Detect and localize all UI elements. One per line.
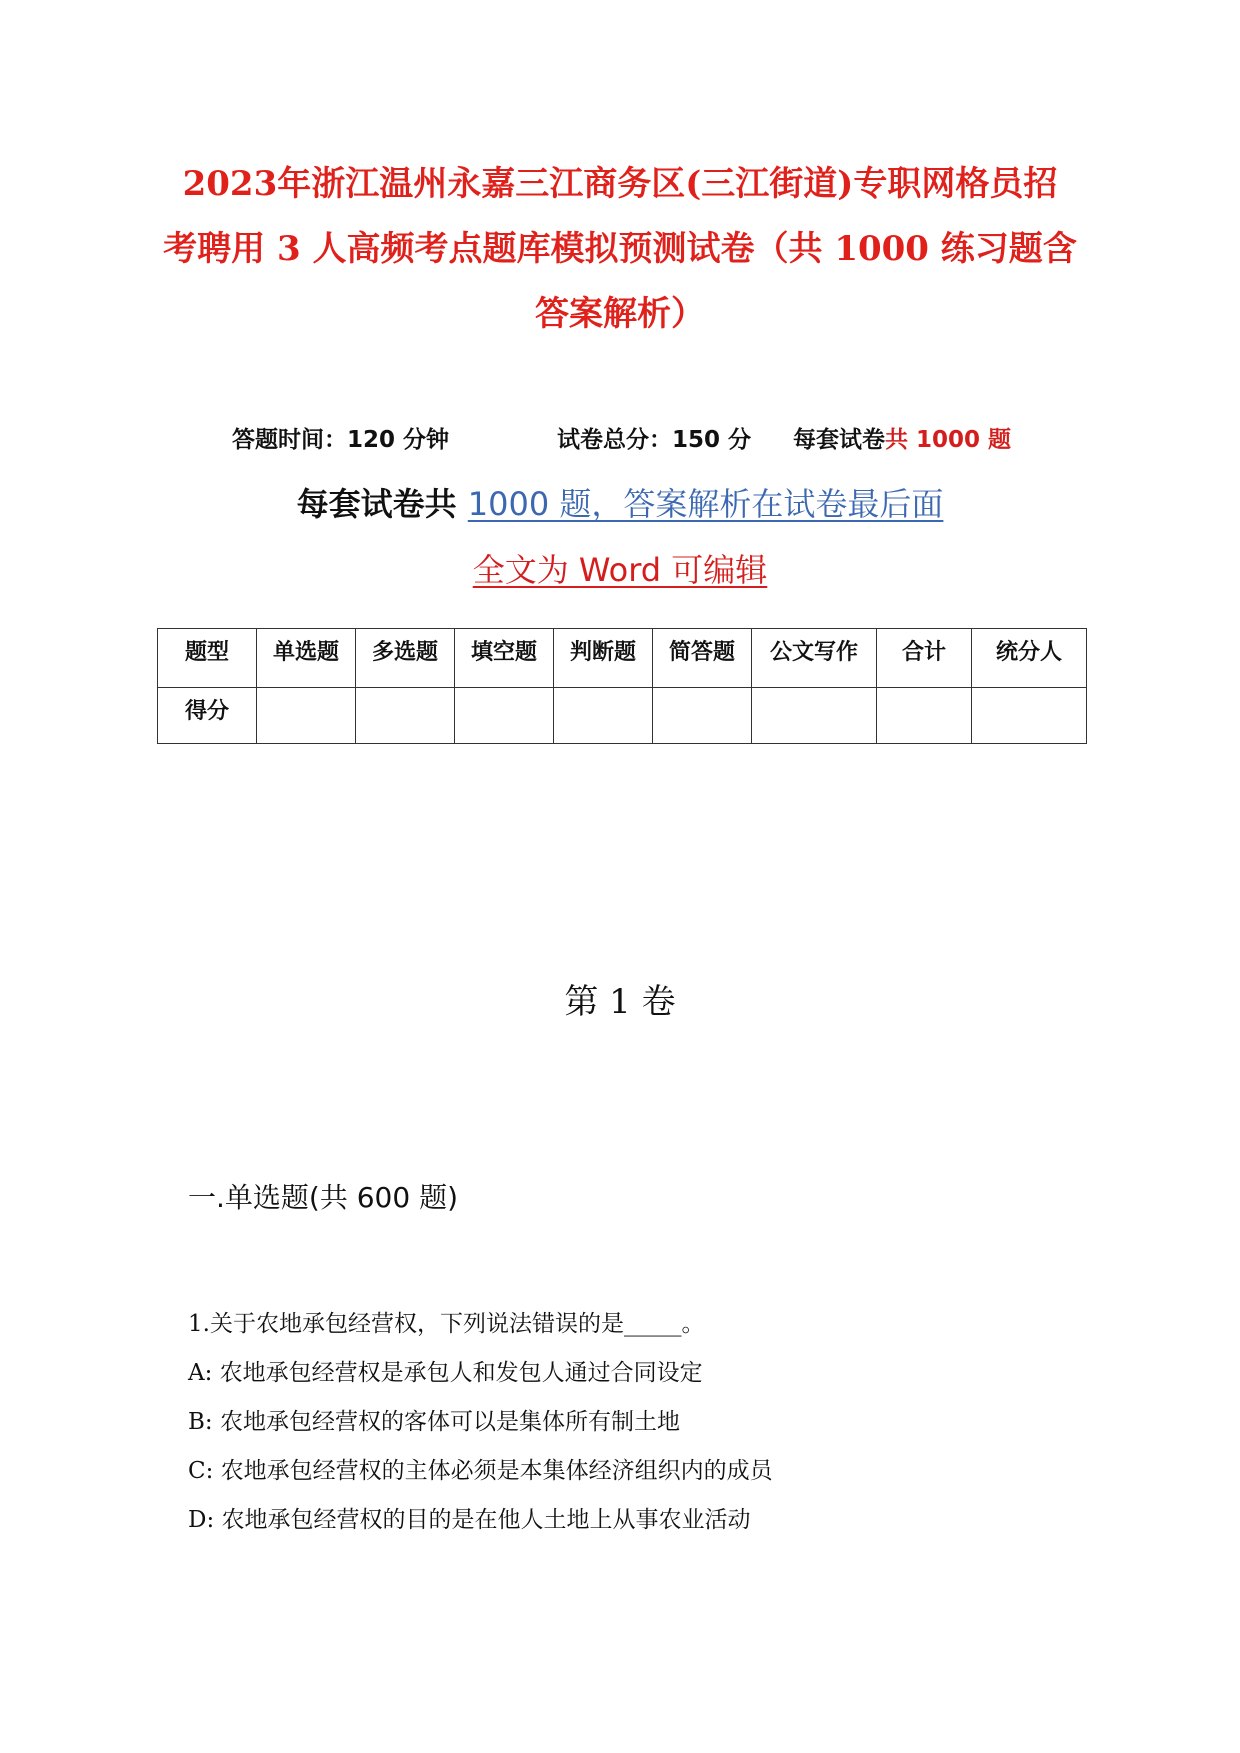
header-cell: 多选题 — [356, 629, 455, 688]
score-cell[interactable] — [257, 688, 356, 744]
score-cell[interactable] — [752, 688, 877, 744]
headline-answers-note — [0, 482, 1240, 526]
title-line-2: 考聘用 3 人高频考点题库模拟预测试卷（共 1000 练习题含 — [163, 229, 1077, 269]
count-prefix: 每套试卷 — [793, 427, 885, 453]
question-stem: 1.关于农地承包经营权，下列说法错误的是_____。 — [188, 1311, 705, 1337]
header-cell: 判断题 — [554, 629, 653, 688]
title-line-1: 2023年浙江温州永嘉三江商务区(三江街道)专职网格员招 — [182, 164, 1058, 204]
headline-link[interactable]: 1000 题，答案解析在试卷最后面 — [467, 485, 944, 523]
score-cell[interactable] — [356, 688, 455, 744]
header-cell: 公文写作 — [752, 629, 877, 688]
count-highlight: 共 1000 题 — [885, 427, 1012, 453]
question-block — [188, 1300, 773, 1545]
question-option-d: D: 农地承包经营权的目的是在他人土地上从事农业活动 — [188, 1507, 751, 1533]
header-cell: 填空题 — [455, 629, 554, 688]
score-cell[interactable] — [653, 688, 752, 744]
score-cell[interactable] — [455, 688, 554, 744]
score-table-header-row — [158, 629, 1087, 688]
word-editable-link[interactable]: 全文为 Word 可编辑 — [472, 551, 768, 589]
header-cell: 统分人 — [972, 629, 1087, 688]
exam-time: 答题时间：120 分钟 — [232, 427, 450, 453]
question-option-c: C: 农地承包经营权的主体必须是本集体经济组织内的成员 — [188, 1458, 773, 1484]
exam-question-count — [793, 425, 1011, 455]
header-cell: 单选题 — [257, 629, 356, 688]
row-label-cell: 得分 — [158, 688, 257, 744]
title-line-3: 答案解析） — [535, 294, 705, 334]
header-cell: 合计 — [877, 629, 972, 688]
volume-title: 第 1 卷 — [564, 982, 676, 1022]
score-cell[interactable] — [972, 688, 1087, 744]
question-option-a: A: 农地承包经营权是承包人和发包人通过合同设定 — [188, 1360, 703, 1386]
score-table-score-row — [158, 688, 1087, 744]
header-cell: 题型 — [158, 629, 257, 688]
exam-total-score: 试卷总分：150 分 — [557, 427, 752, 453]
score-table — [157, 628, 1087, 744]
section-title: 一.单选题(共 600 题) — [188, 1181, 458, 1214]
question-option-b: B: 农地承包经营权的客体可以是集体所有制土地 — [188, 1409, 680, 1435]
document-title — [150, 152, 1090, 347]
headline-editable-note — [0, 548, 1240, 592]
score-cell[interactable] — [877, 688, 972, 744]
headline-lead: 每套试卷共 — [296, 485, 468, 523]
header-cell: 简答题 — [653, 629, 752, 688]
score-cell[interactable] — [554, 688, 653, 744]
